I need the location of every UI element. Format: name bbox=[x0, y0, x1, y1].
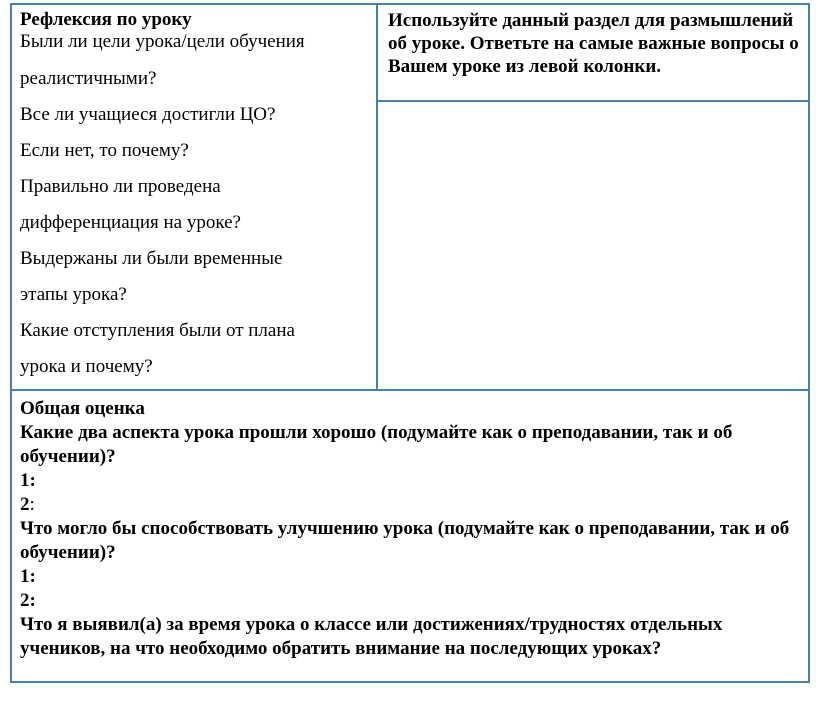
reflection-question-line: Правильно ли проведена bbox=[20, 176, 221, 197]
reflection-title: Рефлексия по уроку bbox=[20, 9, 192, 30]
reflection-answer-area[interactable] bbox=[378, 102, 808, 389]
reflection-question-line: дифференциация на уроке? bbox=[20, 212, 241, 233]
reflection-table bbox=[10, 3, 810, 683]
summary-question-1: Какие два аспекта урока прошли хорошо (подумайте как о преподавании, так и об обучении)? bbox=[20, 422, 733, 467]
summary-cell bbox=[12, 391, 808, 681]
summary-q1-answer-2-number: 2 bbox=[20, 494, 30, 515]
summary-q2-answer-1: 1: bbox=[20, 566, 36, 587]
summary-q2-answer-2: 2: bbox=[20, 590, 36, 611]
reflection-row bbox=[12, 5, 808, 391]
reflection-question-line: Все ли учащиеся достигли ЦО? bbox=[20, 104, 276, 125]
reflection-question-line: реалистичными? bbox=[20, 68, 157, 89]
summary-question-3: Что я выявил(а) за время урока о классе или достижениях/трудностях отдельных учеников, на что необходимо обратить внимание на последующих уроках? bbox=[20, 614, 723, 659]
reflection-question-line: Были ли цели урока/цели обучения bbox=[20, 31, 305, 52]
instruction-text: Используйте данный раздел для размышлений об уроке. Ответьте на самые важные вопросы о Вашем уроке из левой колонки. bbox=[388, 10, 799, 77]
reflection-question-line: Какие отступления были от плана bbox=[20, 320, 295, 341]
reflection-question-line: этапы урока? bbox=[20, 284, 127, 305]
reflection-question-line: Если нет, то почему? bbox=[20, 140, 189, 161]
summary-q1-answer-2 bbox=[20, 493, 800, 517]
reflection-question-line: урока и почему? bbox=[20, 356, 153, 377]
summary-title: Общая оценка bbox=[20, 398, 145, 419]
summary-q1-answer-1: 1: bbox=[20, 470, 36, 491]
reflection-question-line: Выдержаны ли были временные bbox=[20, 248, 283, 269]
summary-q1-answer-2-colon: : bbox=[29, 494, 35, 515]
summary-question-2: Что могло бы способствовать улучшению урока (подумайте как о преподавании, так и об обучении)? bbox=[20, 518, 790, 563]
instruction-cell bbox=[378, 5, 808, 102]
reflection-questions-cell bbox=[12, 5, 378, 389]
